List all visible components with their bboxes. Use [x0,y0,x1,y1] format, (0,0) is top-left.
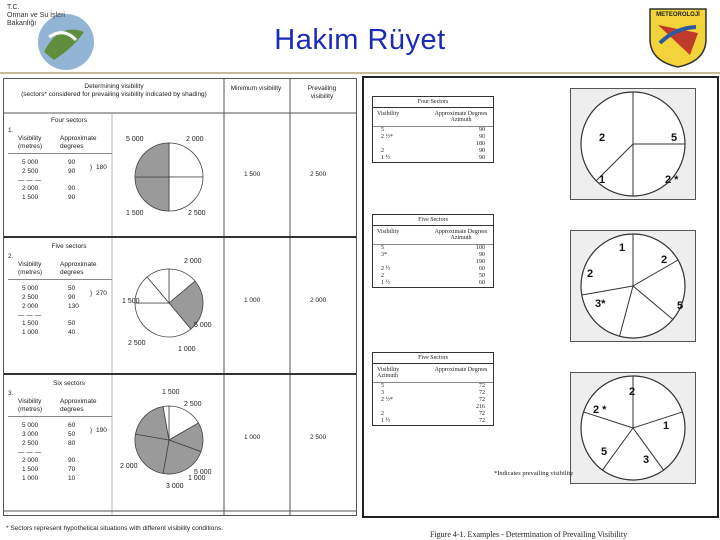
pie-label: 1 [619,242,626,254]
degrees-value: 50 [68,320,76,327]
prevailing-value: 2 500 [310,171,327,178]
logo-line-3: Bakanlığı [7,20,37,27]
visibility-value: 2 000 [22,457,39,464]
visibility-subheader: Visibility (metres) [18,135,43,150]
footnote: * Sectors represent hypothetical situations with different visibility conditions. [6,525,224,532]
degrees-cell: 90 [479,252,485,258]
dash-separator: — — — [18,177,42,184]
visibility-value: 2 500 [22,294,39,301]
degrees-cell: 190 [476,259,485,265]
pie-label: 1 000 [188,475,206,482]
degrees-cell: 72 [479,411,485,417]
pie-chart [571,231,695,341]
minimum-value: 1 000 [244,434,261,441]
visibility-cell: 2 ½ [381,266,390,272]
visibility-value: 1 500 [22,194,39,201]
degrees-cell: 50 [479,273,485,279]
page-title: Hakim Rüyet [274,24,446,56]
visibility-subheader: Visibility (metres) [18,261,43,276]
brace: } [90,164,93,171]
degrees-cell: 60 [479,266,485,272]
degrees-cell: 72 [479,383,485,389]
sector-table-title: Four Sectors [373,97,493,108]
degrees-value: 50 [68,285,76,292]
visibility-pie [114,239,224,359]
minimum-value: 1 500 [244,171,261,178]
degrees-cell: 100 [476,245,485,251]
visibility-cell: 3 [381,390,384,396]
pie-label: 5 [671,132,678,144]
pie-chart [571,373,695,483]
visibility-pie [114,376,224,496]
row-number: 3. [8,390,14,397]
degrees-value: 90 [68,159,76,166]
pie-slice [135,177,169,211]
visibility-cell: 5 [381,127,384,133]
visibility-cell: 5 [381,245,384,251]
visibility-value: 2 000 [22,185,39,192]
brace: } [90,290,93,297]
prevailing-pie [570,230,696,342]
visibility-table [3,78,357,532]
prevailing-header: Prevailing visibility [307,85,337,100]
degrees-col-header: Approximate Degrees [434,367,488,373]
visibility-col-header: Visibility [377,229,400,235]
visibility-value: 1 000 [22,329,39,336]
pie-label: 2 * [665,174,679,186]
visibility-cell: 2 ½* [381,134,393,140]
figure-caption: Figure 4-1. Examples - Determination of Prevailing Visibility [430,530,628,539]
degrees-value: 90 [68,457,76,464]
pie-label: 2 [599,132,606,144]
pie-label: 2 * [593,404,607,416]
pie-slice [169,143,203,177]
degrees-cell: 72 [479,390,485,396]
visibility-cell: 5 [381,383,384,389]
badge-text: METEOROLOJİ [656,12,700,18]
visibility-value: 5 000 [22,159,39,166]
pie-label: 2 [629,386,636,398]
prevailing-pie [570,88,696,200]
degrees-col-header: Approximate Degrees Azimuth [434,229,488,241]
visibility-cell: 2 [381,273,384,279]
row-title: Four sectors [50,117,88,124]
pie-label: 2 500 [184,401,202,408]
prevailing-value: 2 000 [310,297,327,304]
pie-slice [135,143,169,177]
visibility-value: 2 500 [22,168,39,175]
degrees-cell: 60 [479,280,485,286]
pie-label: 5 000 [126,136,144,143]
minimum-header: Minimum visibility [230,85,282,92]
prevailing-pie [570,372,696,484]
dash-separator: — — — [18,449,42,456]
pie-label: 5 [677,300,684,312]
pie-chart [571,89,695,199]
subheader-divider [8,153,112,154]
pie-label: 1 500 [126,210,144,217]
sum-value: 190 [96,427,107,434]
visibility-value: 2 500 [22,440,39,447]
degrees-subheader: Approximate degrees [60,261,97,276]
visibility-value: 5 000 [22,285,39,292]
degrees-cell: 90 [479,134,485,140]
degrees-cell: 90 [479,155,485,161]
pie-label: 2 500 [128,340,146,347]
visibility-col-header: Visibility [377,111,400,117]
pie-label: 2 000 [186,136,204,143]
pie-label: 2 000 [120,463,138,470]
degrees-col-header: Approximate Degrees Azimuth [434,111,488,123]
pie-label: 5 000 [194,469,212,476]
determining-subtitle: (sectors* considered for prevailing visibility indicated by shading) [21,91,207,98]
row-number: 1. [8,127,14,134]
sector-table [372,214,494,288]
visibility-value: 3 000 [22,431,39,438]
pie-label: 2 [587,268,594,280]
visibility-value: 2 000 [22,303,39,310]
subheader-divider [8,416,112,417]
pie-label: 1 [599,174,606,186]
degrees-cell: 216 [476,404,485,410]
visibility-value: 1 000 [22,475,39,482]
pie-label: 5 [601,446,608,458]
degrees-value: 90 [68,294,76,301]
meteorology-badge [640,3,716,69]
visibility-col-header: Visibility Azimuth [377,367,400,379]
degrees-cell: 72 [479,397,485,403]
pie-label: 2 500 [188,210,206,217]
logo-line-2: Orman ve Su İşleri [7,12,65,19]
visibility-cell: 3* [381,252,387,258]
degrees-cell: 90 [479,148,485,154]
pie-label: 2 000 [184,258,202,265]
sum-value: 180 [96,164,107,171]
prevailing-note: *Indicates prevailing visibility [494,470,574,477]
degrees-value: 10 [68,475,76,482]
pie-label: 5 000 [194,322,212,329]
pie-slice [169,177,203,211]
degrees-value: 60 [68,422,76,429]
pie-label: 2 [661,254,668,266]
pie-label: 1 500 [162,389,180,396]
pie-slice [135,434,169,473]
row-number: 2. [8,253,14,260]
sector-table-title: Five Sectors [373,215,493,226]
prevailing-value: 2 500 [310,434,327,441]
minimum-value: 1 000 [244,297,261,304]
sector-table [372,96,494,163]
determining-header [8,83,220,99]
visibility-cell: 1 ½ [381,280,390,286]
visibility-cell: 2 ½* [381,397,393,403]
visibility-value: 1 500 [22,466,39,473]
pie-label: 1 500 [122,298,140,305]
dash-separator: — — — [18,312,42,319]
degrees-cell: 180 [476,141,485,147]
degrees-subheader: Approximate degrees [60,135,97,150]
pie-label: 3 000 [166,483,184,490]
degrees-value: 90 [68,194,76,201]
degrees-value: 90 [68,185,76,192]
pie-label: 3* [595,298,606,310]
visibility-cell: 2 [381,411,384,417]
degrees-value: 130 [68,303,79,310]
visibility-pie [114,113,224,233]
visibility-value: 1 500 [22,320,39,327]
degrees-value: 50 [68,431,76,438]
degrees-value: 90 [68,168,76,175]
visibility-cell: 1 ½ [381,418,390,424]
degrees-value: 40 [68,329,76,336]
degrees-subheader: Approximate degrees [60,398,97,413]
logo-line-1: T.C. [7,4,20,11]
sector-table [372,352,494,426]
pie-label: 1 000 [178,346,196,353]
pie-label: 1 [663,420,670,432]
determining-title: Determining visibility [84,83,144,90]
sector-table-title: Five Sectors [373,353,493,364]
row-title: Six sectors [53,380,85,387]
degrees-value: 80 [68,440,76,447]
degrees-value: 70 [68,466,76,473]
brace: } [90,427,93,434]
visibility-subheader: Visibility (metres) [18,398,43,413]
header-divider [0,72,720,74]
degrees-cell: 72 [479,418,485,424]
visibility-value: 5 000 [22,422,39,429]
pie-label: 3 [643,454,650,466]
degrees-cell: 90 [479,127,485,133]
sum-value: 270 [96,290,107,297]
row-title: Five sectors [51,243,87,250]
visibility-cell: 1 ½ [381,155,390,161]
subheader-divider [8,279,112,280]
visibility-cell: 2 [381,148,384,154]
prevailing-visibility-figure [362,76,719,518]
